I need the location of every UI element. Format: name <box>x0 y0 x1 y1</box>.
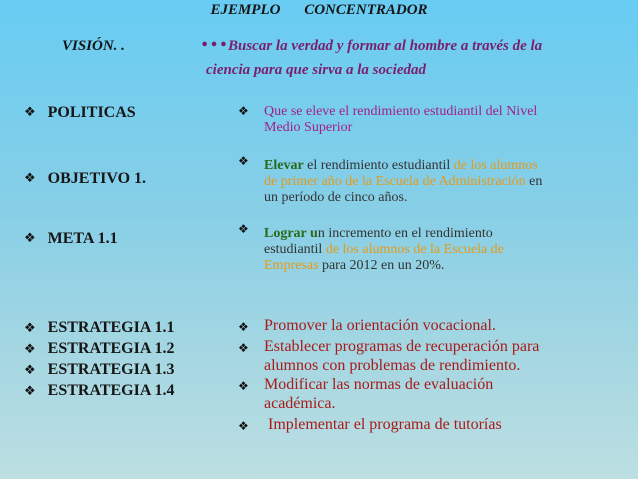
diamond-bullet-icon: ❖ <box>238 320 249 334</box>
action-line: alumnos con problemas de rendimiento. <box>264 357 521 374</box>
diamond-bullet-icon: ❖ <box>24 105 36 120</box>
meta-label-row <box>24 230 118 248</box>
objetivo-verb: Elevar <box>264 158 304 173</box>
list-item <box>238 316 618 337</box>
estrategias-list <box>24 318 175 402</box>
objetivo-text <box>264 158 594 206</box>
objetivo-label-row <box>24 170 146 188</box>
list-item <box>24 339 175 360</box>
action-line: Modificar las normas de evaluación <box>264 376 494 393</box>
politicas-line2: Medio Superior <box>264 120 353 135</box>
diamond-bullet-icon: ❖ <box>238 341 249 355</box>
estrategias-actions <box>238 316 618 436</box>
objetivo-t5: un período de cinco años. <box>264 190 408 205</box>
politicas-label: POLITICAS <box>47 104 136 121</box>
politicas-text <box>264 104 594 136</box>
diamond-bullet-icon: ❖ <box>238 419 249 433</box>
meta-t2: estudiantil <box>264 242 326 257</box>
meta-text <box>264 226 594 274</box>
objetivo-label: OBJETIVO 1. <box>47 170 147 187</box>
diamond-bullet-icon: ❖ <box>24 321 36 336</box>
list-item <box>24 318 175 339</box>
objetivo-t1: el rendimiento estudiantil <box>303 158 454 173</box>
meta-t3: de los alumnos de la Escuela de <box>325 242 504 257</box>
vision-ellipsis: … <box>200 22 229 53</box>
action-line: Implementar el programa de tutorías <box>264 416 502 433</box>
estrategia-label: ESTRATEGIA 1.3 <box>47 361 175 378</box>
list-item <box>24 381 175 402</box>
vision-label: VISIÓN. . <box>62 38 125 54</box>
meta-t1: n incremento en el rendimiento <box>317 226 493 241</box>
politicas-label-row <box>24 104 136 122</box>
list-item <box>238 375 618 413</box>
objetivo-t2: de los alumnos <box>453 158 538 173</box>
title-concentrador: CONCENTRADOR <box>304 2 428 18</box>
action-line: Promover la orientación vocacional. <box>264 317 496 334</box>
diamond-bullet-icon: ❖ <box>238 104 249 118</box>
objetivo-t3: de primer año de la Escuela de Administración <box>264 174 526 189</box>
slide-title <box>0 2 638 19</box>
vision-text-line2: ciencia para que sirva a la sociedad <box>206 62 426 78</box>
estrategia-label: ESTRATEGIA 1.4 <box>47 382 175 399</box>
list-item <box>24 360 175 381</box>
diamond-bullet-icon: ❖ <box>238 222 249 236</box>
diamond-bullet-icon: ❖ <box>238 154 249 168</box>
action-line: académica. <box>264 395 336 412</box>
estrategia-label: ESTRATEGIA 1.2 <box>47 340 175 357</box>
diamond-bullet-icon: ❖ <box>238 379 249 393</box>
diamond-bullet-icon: ❖ <box>24 363 36 378</box>
vision-text-line1: Buscar la verdad y formar al hombre a través de la <box>228 38 543 54</box>
politicas-line1: Que se eleve el rendimiento estudiantil del Nivel <box>264 104 538 119</box>
meta-verb: Lograr u <box>264 226 318 241</box>
diamond-bullet-icon: ❖ <box>24 231 36 246</box>
action-line: Establecer programas de recuperación para <box>264 338 540 355</box>
estrategia-label: ESTRATEGIA 1.1 <box>47 319 175 336</box>
diamond-bullet-icon: ❖ <box>24 384 36 399</box>
meta-t4: Empresas <box>264 258 319 273</box>
list-item <box>238 337 618 375</box>
diamond-bullet-icon: ❖ <box>24 171 36 186</box>
diamond-bullet-icon: ❖ <box>24 342 36 357</box>
meta-label: META 1.1 <box>47 230 118 247</box>
objetivo-t4: en <box>525 174 543 189</box>
meta-t5: para 2012 en un 20%. <box>318 258 445 273</box>
list-item <box>238 415 618 436</box>
title-ejemplo: EJEMPLO <box>210 2 281 18</box>
